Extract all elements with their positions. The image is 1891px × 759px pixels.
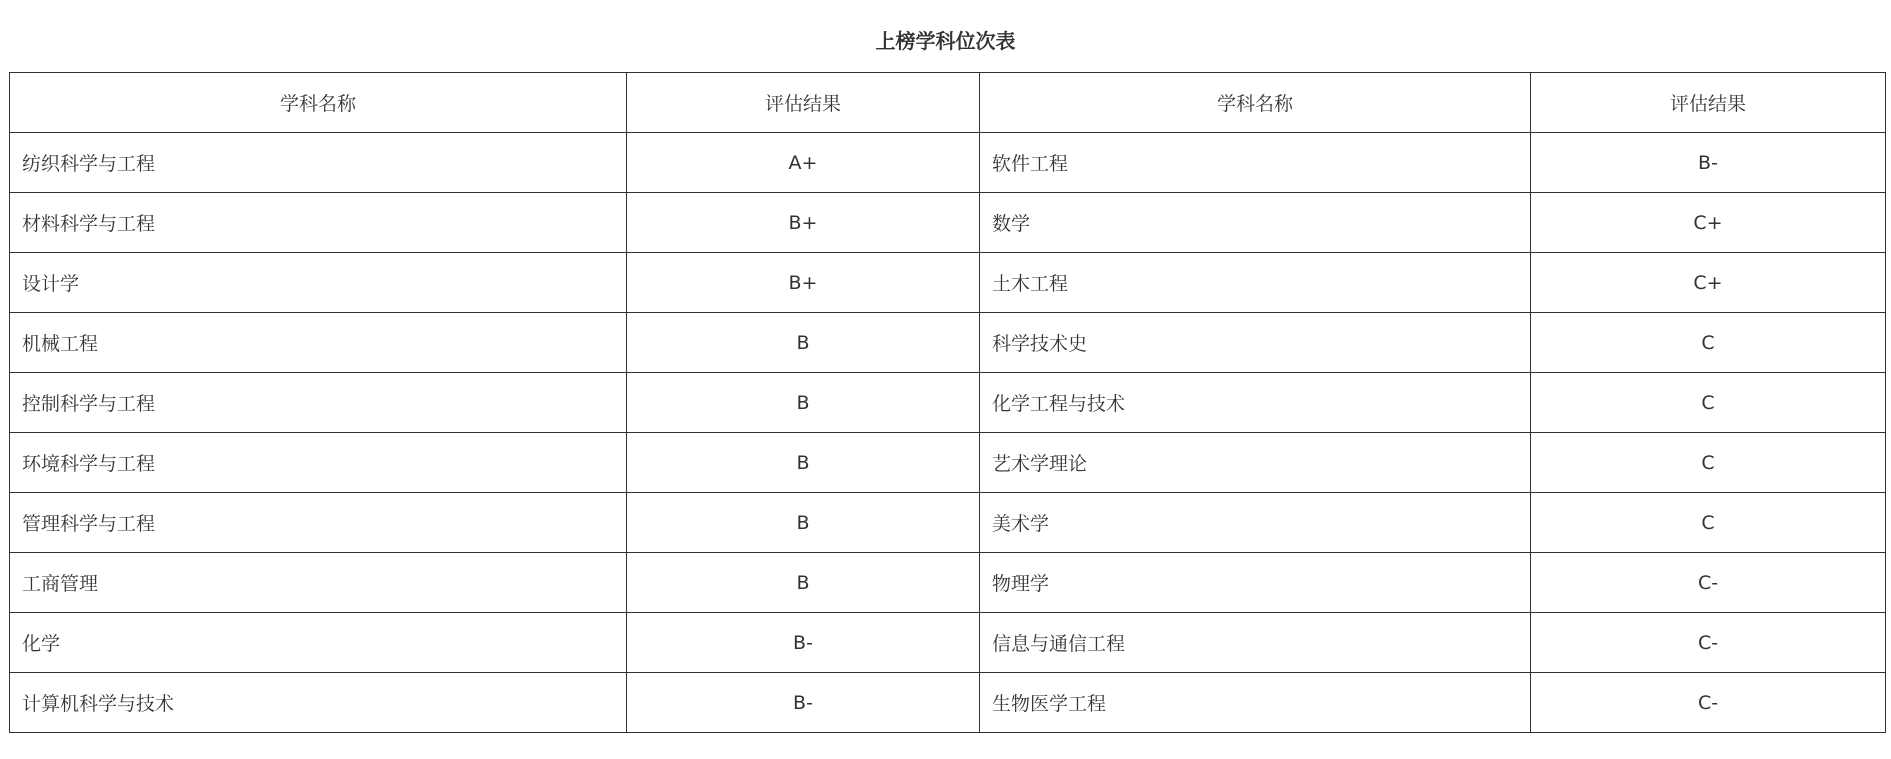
subject-name-cell: 化学工程与技术 <box>980 373 1531 433</box>
table-row <box>10 673 1886 733</box>
table-row <box>10 433 1886 493</box>
subject-name-cell: 工商管理 <box>10 553 627 613</box>
ranking-table <box>9 72 1886 733</box>
subject-name-cell: 化学 <box>10 613 627 673</box>
result-cell: C+ <box>1531 253 1886 313</box>
subject-name-cell: 环境科学与工程 <box>10 433 627 493</box>
result-cell: C <box>1531 493 1886 553</box>
table-row <box>10 253 1886 313</box>
table-header-row <box>10 73 1886 133</box>
table-row <box>10 313 1886 373</box>
result-cell: B+ <box>627 193 980 253</box>
header-subject-name-right: 学科名称 <box>980 73 1531 133</box>
result-cell: B <box>627 433 980 493</box>
subject-name-cell: 信息与通信工程 <box>980 613 1531 673</box>
result-cell: B <box>627 313 980 373</box>
result-cell: A+ <box>627 133 980 193</box>
result-cell: C <box>1531 433 1886 493</box>
subject-name-cell: 生物医学工程 <box>980 673 1531 733</box>
header-subject-name-left: 学科名称 <box>10 73 627 133</box>
table-row <box>10 613 1886 673</box>
subject-name-cell: 物理学 <box>980 553 1531 613</box>
table-row <box>10 493 1886 553</box>
table-title: 上榜学科位次表 <box>875 29 1016 53</box>
subject-name-cell: 管理科学与工程 <box>10 493 627 553</box>
header-result-left: 评估结果 <box>627 73 980 133</box>
result-cell: C+ <box>1531 193 1886 253</box>
result-cell: B- <box>627 673 980 733</box>
subject-name-cell: 计算机科学与技术 <box>10 673 627 733</box>
result-cell: C- <box>1531 673 1886 733</box>
result-cell: C- <box>1531 553 1886 613</box>
result-cell: B <box>627 373 980 433</box>
result-cell: C <box>1531 313 1886 373</box>
result-cell: C <box>1531 373 1886 433</box>
result-cell: B <box>627 493 980 553</box>
table-row <box>10 373 1886 433</box>
subject-name-cell: 软件工程 <box>980 133 1531 193</box>
subject-name-cell: 材料科学与工程 <box>10 193 627 253</box>
result-cell: B- <box>1531 133 1886 193</box>
result-cell: B+ <box>627 253 980 313</box>
subject-name-cell: 数学 <box>980 193 1531 253</box>
subject-name-cell: 土木工程 <box>980 253 1531 313</box>
header-result-right: 评估结果 <box>1531 73 1886 133</box>
result-cell: B <box>627 553 980 613</box>
subject-name-cell: 艺术学理论 <box>980 433 1531 493</box>
subject-name-cell: 机械工程 <box>10 313 627 373</box>
table-row <box>10 193 1886 253</box>
table-row <box>10 553 1886 613</box>
result-cell: B- <box>627 613 980 673</box>
subject-name-cell: 美术学 <box>980 493 1531 553</box>
subject-name-cell: 设计学 <box>10 253 627 313</box>
subject-name-cell: 纺织科学与工程 <box>10 133 627 193</box>
result-cell: C- <box>1531 613 1886 673</box>
table-row <box>10 133 1886 193</box>
subject-name-cell: 控制科学与工程 <box>10 373 627 433</box>
subject-name-cell: 科学技术史 <box>980 313 1531 373</box>
